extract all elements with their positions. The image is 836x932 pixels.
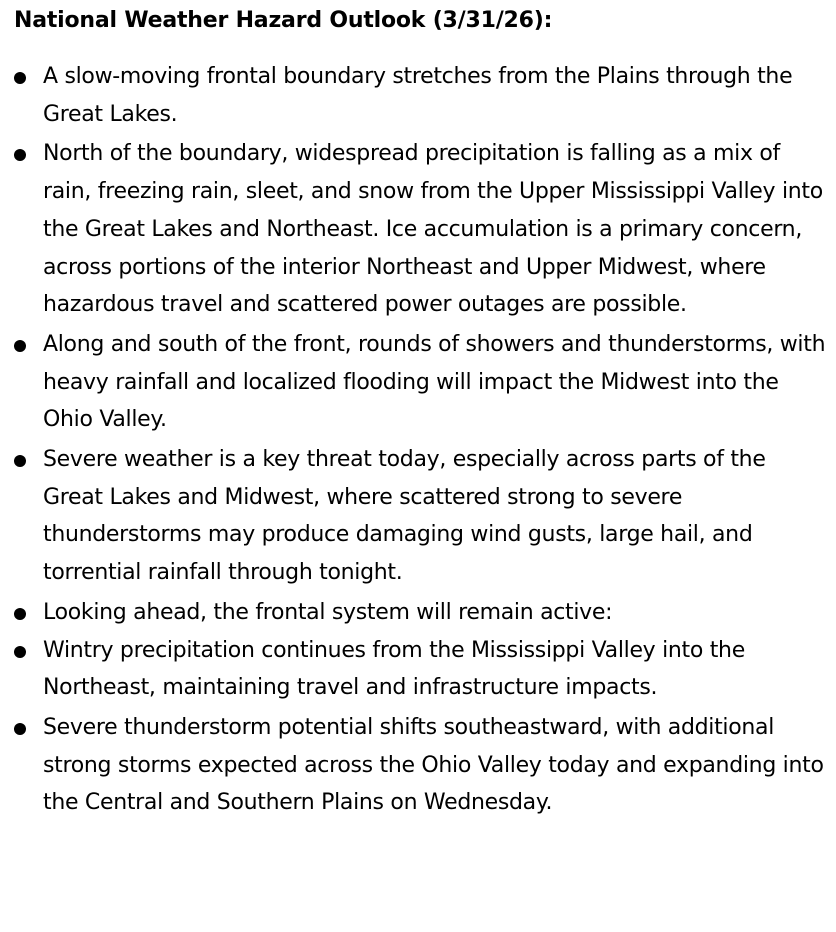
look-ahead-text: Looking ahead, the frontal system will remain active:	[43, 599, 613, 625]
list-item-text: Severe weather is a key threat today, especially across parts of the Great Lakes and Midwest, where scattered strong to severe thunderstorms may produce damaging wind gusts, large hail, and torrential rainfall through tonight.	[43, 447, 766, 586]
list-item-text: Severe thunderstorm potential shifts southeastward, with additional strong storms expected across the Ohio Valley today and expanding into the Central and Southern Plains on Wednesday.	[43, 714, 824, 816]
bullet-icon	[14, 72, 26, 84]
bullet-icon	[14, 455, 26, 467]
list-item-text: Wintry precipitation continues from the Mississippi Valley into the Northeast, maintaining travel and infrastructure impacts.	[43, 637, 745, 701]
look-ahead-heading-list	[12, 594, 828, 632]
bullet-icon	[14, 608, 26, 620]
bullet-icon	[14, 723, 26, 735]
list-item	[12, 709, 828, 822]
list-item	[12, 632, 828, 707]
list-item-text: North of the boundary, widespread precipitation is falling as a mix of rain, freezing rain, sleet, and snow from the Upper Mississippi Valley into the Great Lakes and Northeast. Ice accumulation is a primary concern, across portions of the interior Northeast and Upper Midwest, where hazardous travel and scattered power outages are possible.	[43, 141, 823, 318]
bullet-icon	[14, 646, 26, 658]
today-hazards-list	[12, 58, 828, 592]
list-item	[12, 594, 828, 632]
list-item	[12, 326, 828, 439]
look-ahead-list	[12, 632, 828, 823]
bullet-icon	[14, 340, 26, 352]
list-item	[12, 58, 828, 133]
page-title: National Weather Hazard Outlook (3/31/26):	[14, 8, 553, 33]
list-item-text: Along and south of the front, rounds of showers and thunderstorms, with heavy rainfall and localized flooding will impact the Midwest into the Ohio Valley.	[43, 331, 826, 433]
bullet-icon	[14, 149, 26, 161]
list-item-text: A slow-moving frontal boundary stretches from the Plains through the Great Lakes.	[43, 64, 793, 127]
list-item	[12, 441, 828, 592]
list-item	[12, 135, 828, 324]
